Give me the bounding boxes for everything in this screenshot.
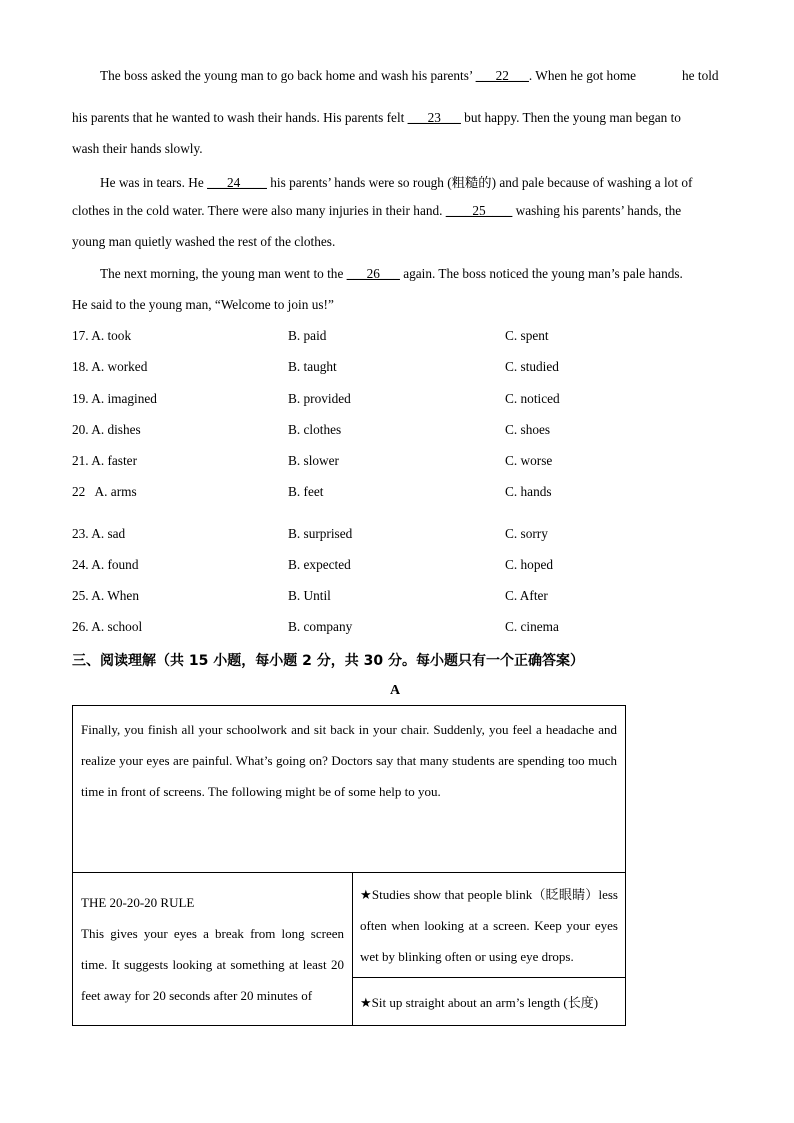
tip-text-1: ★Studies show that people blink（眨眼睛）less often when looking at a screen. Keep your eyes wet by blinking often or using eye drops. xyxy=(360,887,618,964)
text-run: his parents’ hands were so rough (粗糙的) and pale because of washing a lot of xyxy=(266,175,693,190)
blank-23: ___23___ xyxy=(407,110,461,125)
passage-p3-line2: He said to the young man, “Welcome to join us!” xyxy=(72,297,334,312)
option-c: C. studied xyxy=(505,359,559,374)
text-run: . When he got home xyxy=(528,68,637,83)
passage-letter: A xyxy=(390,683,401,698)
text-run: again. The boss noticed the young man’s pale hands. xyxy=(399,266,683,281)
option-b: B. provided xyxy=(288,391,351,406)
tip-text-2: ★Sit up straight about an arm’s length (长度) xyxy=(360,995,599,1010)
intro-text: Finally, you finish all your schoolwork and sit back in your chair. Suddenly, you feel a headache and realize your eyes are painful. What’s going on? Doctors say that many students are spending too much time in front of screens. The following might be of some help to you. xyxy=(81,722,617,799)
text-run: but happy. Then the young man began to xyxy=(460,110,681,125)
option-a: 24. A. found xyxy=(72,557,139,572)
text-run: He was in tears. He xyxy=(100,175,208,190)
intro-box xyxy=(72,705,626,873)
option-b: B. slower xyxy=(288,453,339,468)
option-b: B. paid xyxy=(288,328,327,343)
option-c: C. sorry xyxy=(505,526,548,541)
blank-22: ___22___ xyxy=(475,68,529,83)
option-a: 21. A. faster xyxy=(72,453,137,468)
blank-25: ____25____ xyxy=(445,203,513,218)
option-a: 23. A. sad xyxy=(72,526,126,541)
tip-box-2 xyxy=(352,977,626,1026)
passage-p1-line3: wash their hands slowly. xyxy=(72,141,203,156)
option-a: 18. A. worked xyxy=(72,359,148,374)
option-b: B. Until xyxy=(288,588,331,603)
blank-24: ___24____ xyxy=(207,175,267,190)
option-c: C. noticed xyxy=(505,391,560,406)
blank-26: ___26___ xyxy=(346,266,400,281)
option-c: C. cinema xyxy=(505,619,559,634)
text-run: his parents that he wanted to wash their hands. His parents felt xyxy=(72,110,408,125)
passage-p1-line1 xyxy=(100,68,636,84)
option-b: B. surprised xyxy=(288,526,353,541)
option-c: C. worse xyxy=(505,453,553,468)
rule-text: This gives your eyes a break from long screen time. It suggests looking at something at least 20 feet away for 20 seconds after 20 minutes of xyxy=(81,926,344,1003)
tip-box-1 xyxy=(352,872,626,978)
option-c: C. After xyxy=(505,588,548,603)
option-b: B. company xyxy=(288,619,353,634)
section-heading: 三、阅读理解（共 15 小题，每小题 2 分，共 30 分。每小题只有一个正确答案） xyxy=(72,653,584,669)
option-c: C. hoped xyxy=(505,557,554,572)
passage-p3-line1 xyxy=(100,266,683,282)
option-a: 26. A. school xyxy=(72,619,143,634)
option-row xyxy=(72,328,131,344)
text-run: washing his parents’ hands, the xyxy=(512,203,682,218)
rule-box xyxy=(72,872,353,1026)
option-c: C. hands xyxy=(505,484,552,499)
passage-p1-line1-end: he told xyxy=(682,68,719,83)
text-run: The boss asked the young man to go back home and wash his parents’ xyxy=(100,68,476,83)
text-run: The next morning, the young man went to the xyxy=(100,266,347,281)
option-a: 20. A. dishes xyxy=(72,422,141,437)
option-a: 25. A. When xyxy=(72,588,139,603)
option-c: C. spent xyxy=(505,328,549,343)
passage-p2-line1 xyxy=(100,172,692,191)
option-c: C. shoes xyxy=(505,422,551,437)
passage-p2-line2 xyxy=(72,203,681,219)
option-a: 17. A. took xyxy=(72,328,132,343)
option-a: 22 A. arms xyxy=(72,484,137,499)
rule-title: THE 20-20-20 RULE xyxy=(81,895,195,910)
passage-p2-line3: young man quietly washed the rest of the clothes. xyxy=(72,234,336,249)
text-run: clothes in the cold water. There were also many injuries in their hand. xyxy=(72,203,446,218)
option-b: B. clothes xyxy=(288,422,342,437)
option-a: 19. A. imagined xyxy=(72,391,157,406)
option-b: B. taught xyxy=(288,359,337,374)
option-b: B. expected xyxy=(288,557,351,572)
passage-p1-line2 xyxy=(72,110,681,126)
option-b: B. feet xyxy=(288,484,324,499)
